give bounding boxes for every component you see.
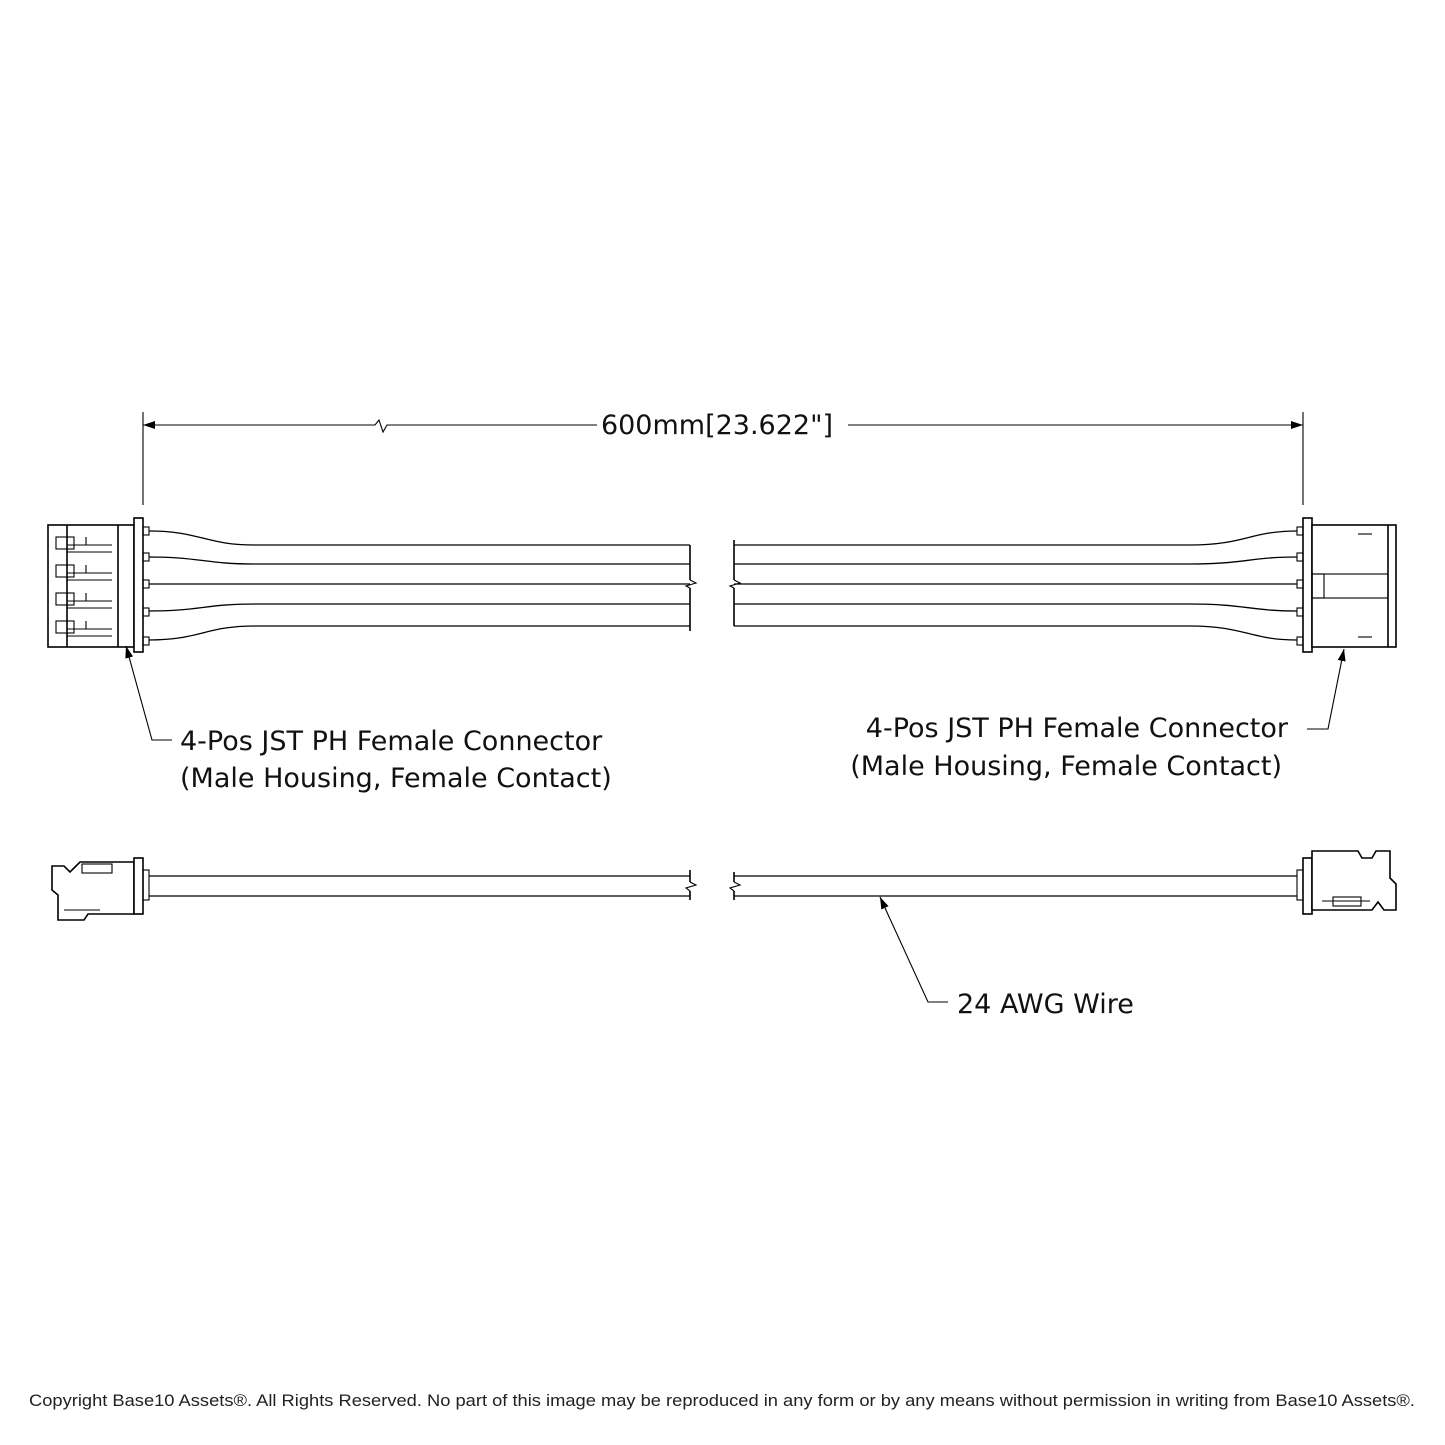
right-connector-top-view	[1297, 518, 1396, 652]
length-dimension	[143, 410, 1303, 505]
left-side-flange	[134, 858, 143, 914]
right-connector-label-line1: 4-Pos JST PH Female Connector	[865, 713, 1288, 744]
left-connector-label-line1: 4-Pos JST PH Female Connector	[180, 726, 603, 757]
copyright-notice: Copyright Base10 Assets®. All Rights Reserved. No part of this image may be reproduced in any form or by any means without permission in writing from Base10 Assets®.	[29, 1391, 1415, 1410]
right-connector-side-view	[1297, 851, 1396, 914]
left-flange	[134, 518, 143, 652]
wire-side-left	[149, 870, 696, 900]
right-connector-label-line2: (Male Housing, Female Contact)	[850, 751, 1282, 782]
wire-leader	[880, 897, 948, 1002]
right-flange	[1303, 518, 1312, 652]
wire-side-right	[730, 872, 1297, 900]
wire-bundle-left	[149, 531, 696, 640]
left-connector-side-view	[52, 858, 149, 920]
right-side-flange	[1303, 858, 1312, 914]
left-connector-leader	[126, 646, 172, 740]
wire-label: 24 AWG Wire	[957, 989, 1134, 1020]
dimension-line-left	[143, 420, 597, 432]
left-connector-label-line2: (Male Housing, Female Contact)	[180, 763, 612, 794]
wire-bundle-right	[730, 531, 1297, 640]
dimension-label: 600mm[23.622"]	[600, 410, 834, 441]
left-connector-top-view	[48, 518, 149, 652]
right-housing	[1312, 525, 1396, 647]
right-connector-leader	[1307, 649, 1344, 729]
